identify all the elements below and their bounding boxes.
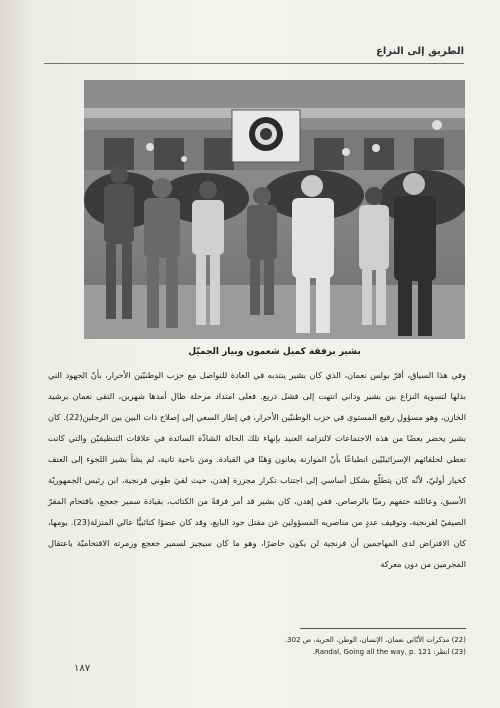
body-text <box>48 365 466 575</box>
page-number: ١٨٧ <box>74 663 91 674</box>
figure-caption: بشير برفقة كميل شعمون وبيار الجميّل <box>188 347 361 357</box>
footnote-22: (22) مذكرات الأبّاتي نعمان، الإنسان، الوطن، الحرية، ص 302. <box>284 636 466 644</box>
paragraph: وفي هذا السياق، أقرّ بولس نعمان، الذي كان بشير ينتدبه في العادة للتواصل مع حزب الوطنيّين الأحرار، بأنّ الجهود التي بذلها لتسوية النزاع بين بشير وداني انتهت إلى فشل ذريع. فعلى امتداد مرحلة طال أمدها شهرين، التقى نعمان برشيد الخازن، وهو مسؤول رفيع المستوى في حزب الوطنيّين الأحرار، في إطار السعي إلى إصلاح ذات البين بين الرجلين(22). كان بشير يحضر بعضًا من هذه الاجتماعات لالتزامه العنيد بإنهاء تلك الحالة الشاذّة السائدة في علاقات التنظيمَيْن والتي كانت تعطي لحلفائهم الإسرائيليّين انطباعًا بأنّ الموارنة يعانون وَهَنًا في القيادة. ومن ناحية ثانية، لم يشأ بشير اللجوء إلى العنف كخيار أوليّ، لأنّه كان يتطلّع بشكل أساسي إلى اجتناب تكرار مجزرة إهدن، حيث لقيَ طوني فرنجية، ابن رئيس الجمهوريّة الأسبق، وعائلته حتفهم رميًا بالرصاص. ففي إهدن، كان بشير قد أمر فرقةً من الكتائب، بقيادة سمير جعجع، باقتحام المقرّ الصيفيّ لفرنجية، وتوقيف عددٍ من مناصريه المسؤولين عن مقتل جود البايع، وقد كان عضوًا كتائبيًّا عالي المنزلة(23). يومها، كان الافتراض لدى المهاجمين أن فرنجية لن يكون حاضرًا، وهو ما كان سيجيز لسمير جعجع وزمرته الاقتحاميّة باعتقال المجرمين من دون معركة <box>48 370 466 569</box>
historical-photo <box>84 80 465 339</box>
footnote-23: (23) انظر: Randal, Going all the way, p. 121. <box>312 648 466 656</box>
footnote-rule <box>300 628 466 629</box>
footnotes <box>48 634 466 658</box>
photo-crowd-scene <box>84 80 465 339</box>
running-head: الطريق إلى النزاع <box>44 46 464 64</box>
